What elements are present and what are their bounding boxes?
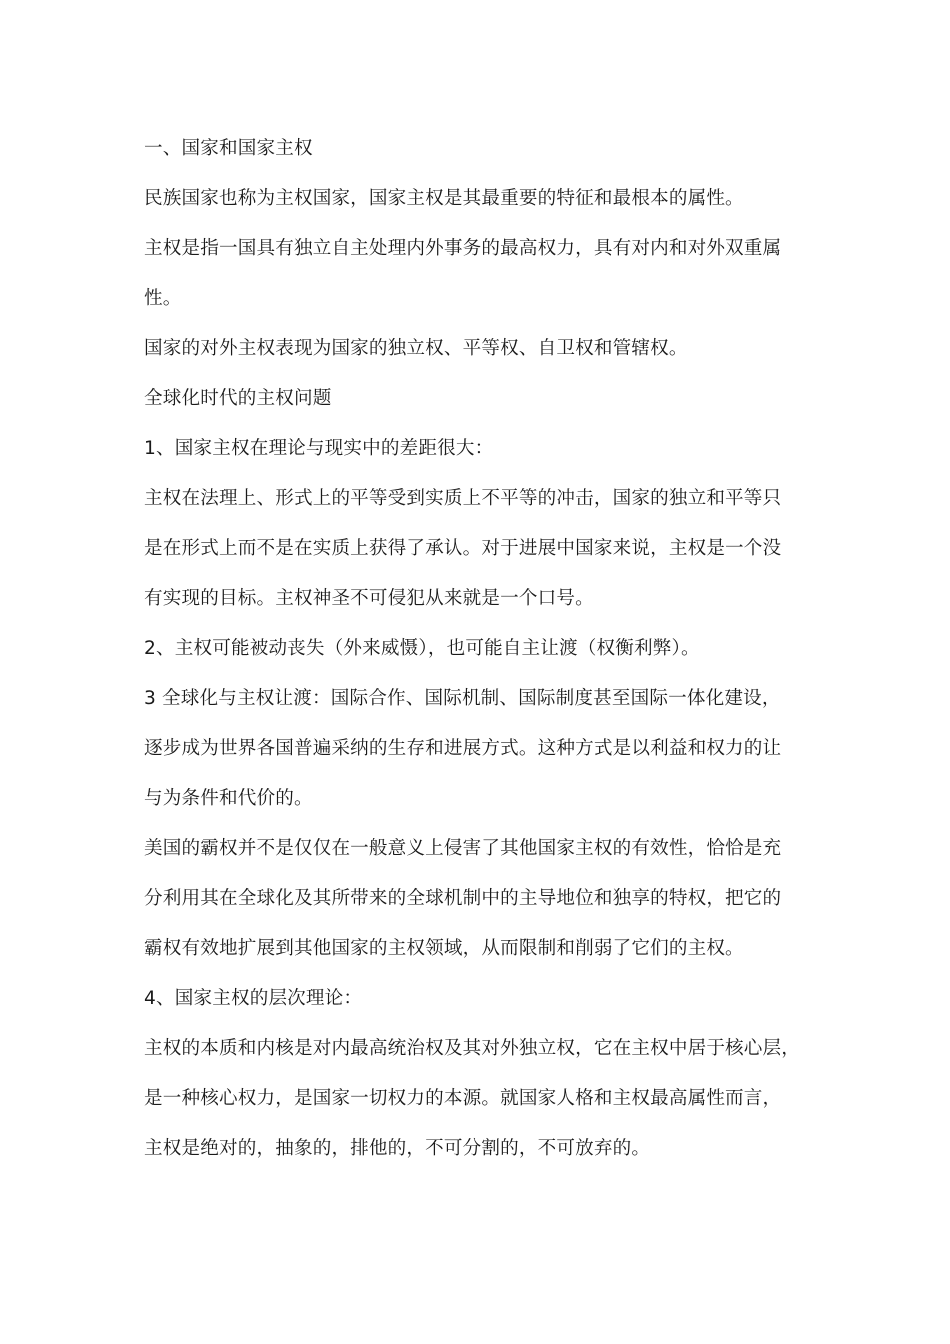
numbered-point-3: 3 全球化与主权让渡：国际合作、国际机制、国际制度甚至国际一体化建设， [144, 688, 781, 709]
numbered-point-2: 2、主权可能被动丧失（外来威慑），也可能自主让渡（权衡利弊）。 [144, 638, 700, 659]
text-line: 主权是绝对的，抽象的，排他的，不可分割的，不可放弃的。 [144, 1138, 651, 1159]
numbered-point-4: 4、国家主权的层次理论： [144, 988, 363, 1009]
text-line: 是在形式上而不是在实质上获得了承认。对于进展中国家来说，主权是一个没 [144, 538, 782, 559]
text-line: 逐步成为世界各国普遍采纳的生存和进展方式。这种方式是以利益和权力的让 [144, 738, 782, 759]
text-line: 美国的霸权并不是仅仅在一般意义上侵害了其他国家主权的有效性，恰恰是充 [144, 838, 782, 859]
text-line: 与为条件和代价的。 [144, 788, 313, 809]
text-line: 主权是指一国具有独立自主处理内外事务的最高权力，具有对内和对外双重属 [144, 238, 782, 259]
text-line: 民族国家也称为主权国家，国家主权是其最重要的特征和最根本的属性。 [144, 188, 744, 209]
text-line: 是一种核心权力，是国家一切权力的本源。就国家人格和主权最高属性而言， [144, 1088, 782, 1109]
numbered-point-1: 1、国家主权在理论与现实中的差距很大： [144, 438, 494, 459]
text-line: 主权的本质和内核是对内最高统治权及其对外独立权，它在主权中居于核心层， [144, 1038, 801, 1059]
document-body [144, 124, 809, 1174]
subheading: 全球化时代的主权问题 [144, 388, 332, 409]
text-line: 性。 [144, 288, 182, 309]
text-line: 霸权有效地扩展到其他国家的主权领域，从而限制和削弱了它们的主权。 [144, 938, 744, 959]
section-heading: 一、国家和国家主权 [144, 138, 313, 159]
text-line: 国家的对外主权表现为国家的独立权、平等权、自卫权和管辖权。 [144, 338, 688, 359]
text-line: 主权在法理上、形式上的平等受到实质上不平等的冲击，国家的独立和平等只 [144, 488, 782, 509]
text-line: 分利用其在全球化及其所带来的全球机制中的主导地位和独享的特权，把它的 [144, 888, 782, 909]
text-line: 有实现的目标。主权神圣不可侵犯从来就是一个口号。 [144, 588, 594, 609]
